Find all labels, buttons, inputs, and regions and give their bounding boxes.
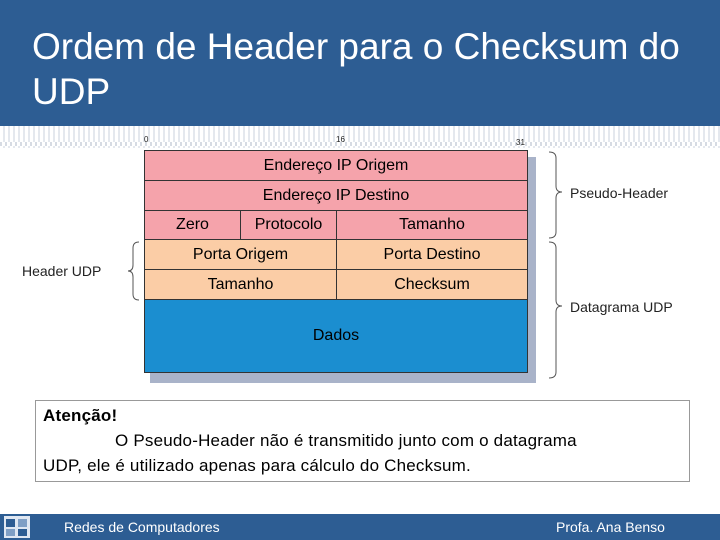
field-length-pseudo: Tamanho [336, 210, 528, 240]
field-protocol: Protocolo [240, 210, 337, 240]
bit-position-16: 16 [336, 135, 345, 144]
udp-datagram-brace [549, 242, 562, 378]
note-title: Atenção! [43, 406, 118, 425]
note-line-1: O Pseudo-Header não é transmitido junto com o datagrama [115, 431, 577, 450]
udp-header-brace [128, 242, 139, 300]
institution-logo-icon [4, 516, 30, 538]
field-src-port: Porta Origem [144, 239, 337, 270]
udp-header-label: Header UDP [22, 263, 102, 279]
field-src-ip: Endereço IP Origem [144, 150, 528, 181]
note-line-2: UDP, ele é utilizado apenas para cálculo do Checksum. [43, 456, 471, 475]
pseudo-header-brace [549, 152, 562, 238]
field-dst-port: Porta Destino [336, 239, 528, 270]
bit-position-0: 0 [144, 135, 149, 144]
attention-note [35, 400, 690, 482]
field-data: Dados [144, 299, 528, 373]
slide-title: Ordem de Header para o Checksum do UDP [32, 26, 680, 112]
field-checksum: Checksum [336, 269, 528, 300]
udp-datagram-label: Datagrama UDP [570, 299, 673, 315]
field-length-udp: Tamanho [144, 269, 337, 300]
field-dst-ip: Endereço IP Destino [144, 180, 528, 211]
pseudo-header-label: Pseudo-Header [570, 185, 669, 201]
footer-course: Redes de Computadores [64, 519, 220, 535]
footer-author: Profa. Ana Benso [556, 519, 665, 535]
field-zero: Zero [144, 210, 241, 240]
bit-position-31: 31 [516, 138, 525, 147]
